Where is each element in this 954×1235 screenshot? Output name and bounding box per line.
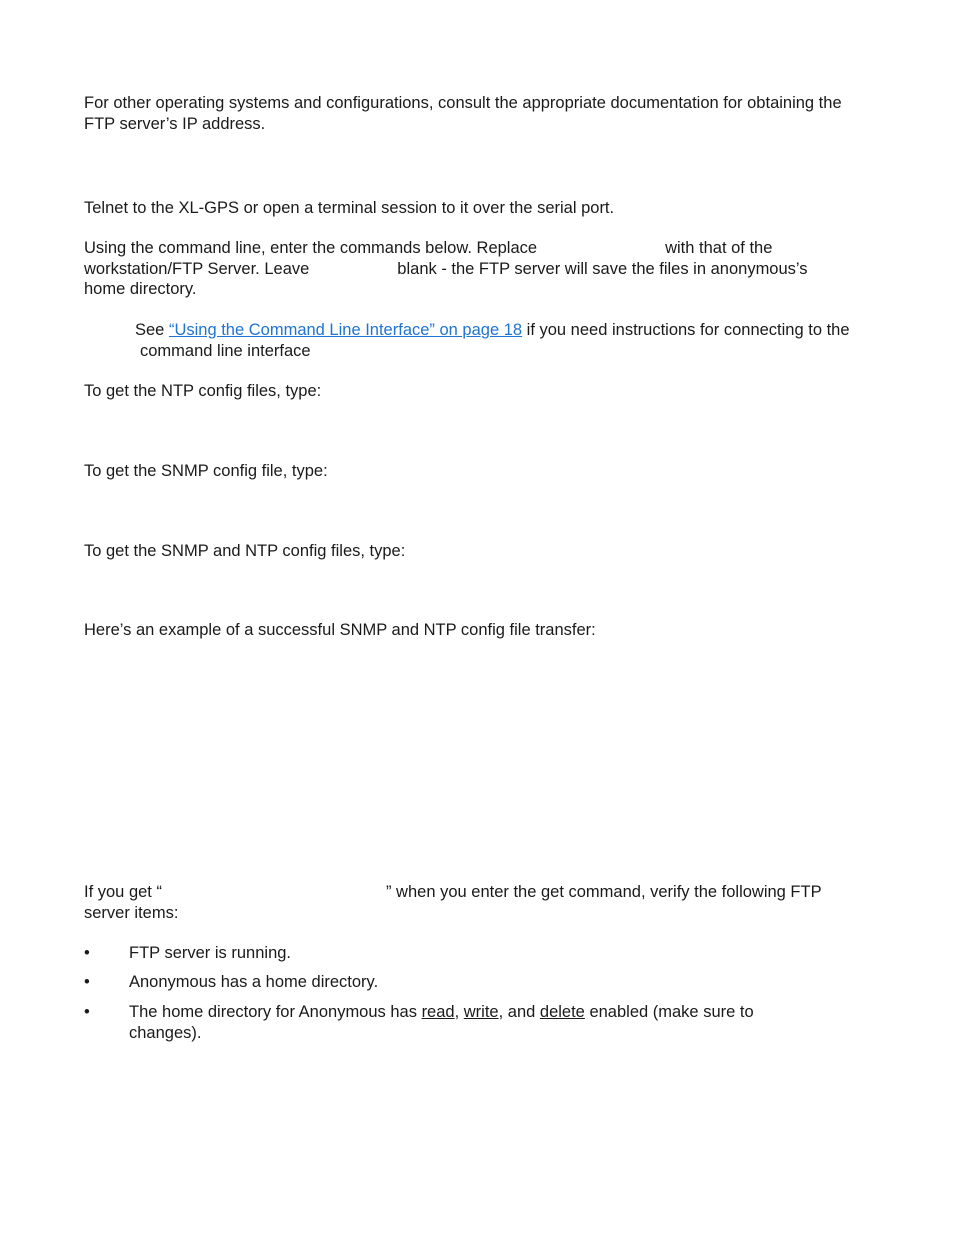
telnet-paragraph: Telnet to the XL-GPS or open a terminal session to it over the serial port. bbox=[84, 199, 615, 217]
intro-line-2: FTP server’s IP address. bbox=[84, 114, 266, 133]
using-text-a: Using the command line, enter the commands below. Replace bbox=[84, 239, 538, 257]
snmp-ntp-instruction: To get the SNMP and NTP config files, type: bbox=[84, 542, 406, 560]
perm-comma-2: , and bbox=[498, 1003, 540, 1021]
using-paragraph bbox=[84, 238, 874, 300]
using-text-e: home directory. bbox=[84, 280, 197, 298]
bullet-text-permissions bbox=[129, 1002, 829, 1043]
note-prefix: See bbox=[135, 321, 169, 339]
bullet-glyph: • bbox=[84, 1003, 90, 1021]
cli-cross-reference-link[interactable]: “Using the Command Line Interface” on page 18 bbox=[168, 321, 523, 339]
bullet-glyph: • bbox=[84, 944, 90, 962]
intro-line-1: For other operating systems and configurations, consult the appropriate documentation for obtaining the bbox=[84, 94, 842, 112]
using-text-b: with that of the bbox=[665, 239, 773, 257]
if-you-get-paragraph bbox=[84, 882, 874, 923]
note-line-2: command line interface bbox=[140, 342, 311, 360]
perm-text-a: The home directory for Anonymous has bbox=[129, 1003, 422, 1021]
note-suffix: if you need instructions for connecting to the bbox=[522, 321, 850, 339]
perm-delete: delete bbox=[539, 1003, 585, 1021]
bullet-glyph: • bbox=[84, 973, 90, 991]
snmp-instruction: To get the SNMP config file, type: bbox=[84, 462, 328, 480]
perm-write: write bbox=[463, 1003, 499, 1021]
ifyou-text-b: ” when you enter the get command, verify the following FTP bbox=[385, 883, 822, 901]
bullet-text-home-directory: Anonymous has a home directory. bbox=[129, 973, 379, 991]
note-paragraph bbox=[135, 320, 875, 362]
ifyou-text-c: server items: bbox=[84, 903, 179, 922]
ifyou-text-a: If you get “ bbox=[84, 883, 162, 901]
ntp-instruction: To get the NTP config files, type: bbox=[84, 382, 322, 400]
using-text-c: workstation/FTP Server. Leave bbox=[84, 259, 310, 278]
perm-line-2: changes). bbox=[129, 1023, 202, 1042]
example-intro: Here’s an example of a successful SNMP and NTP config file transfer: bbox=[84, 621, 596, 639]
using-text-d: blank - the FTP server will save the files in anonymous’s bbox=[397, 259, 808, 278]
bullet-text-ftp-running: FTP server is running. bbox=[129, 944, 292, 962]
perm-read: read bbox=[421, 1003, 455, 1021]
perm-text-d: enabled (make sure to bbox=[584, 1003, 754, 1021]
intro-paragraph bbox=[84, 93, 874, 134]
perm-comma-1: , bbox=[454, 1003, 464, 1021]
